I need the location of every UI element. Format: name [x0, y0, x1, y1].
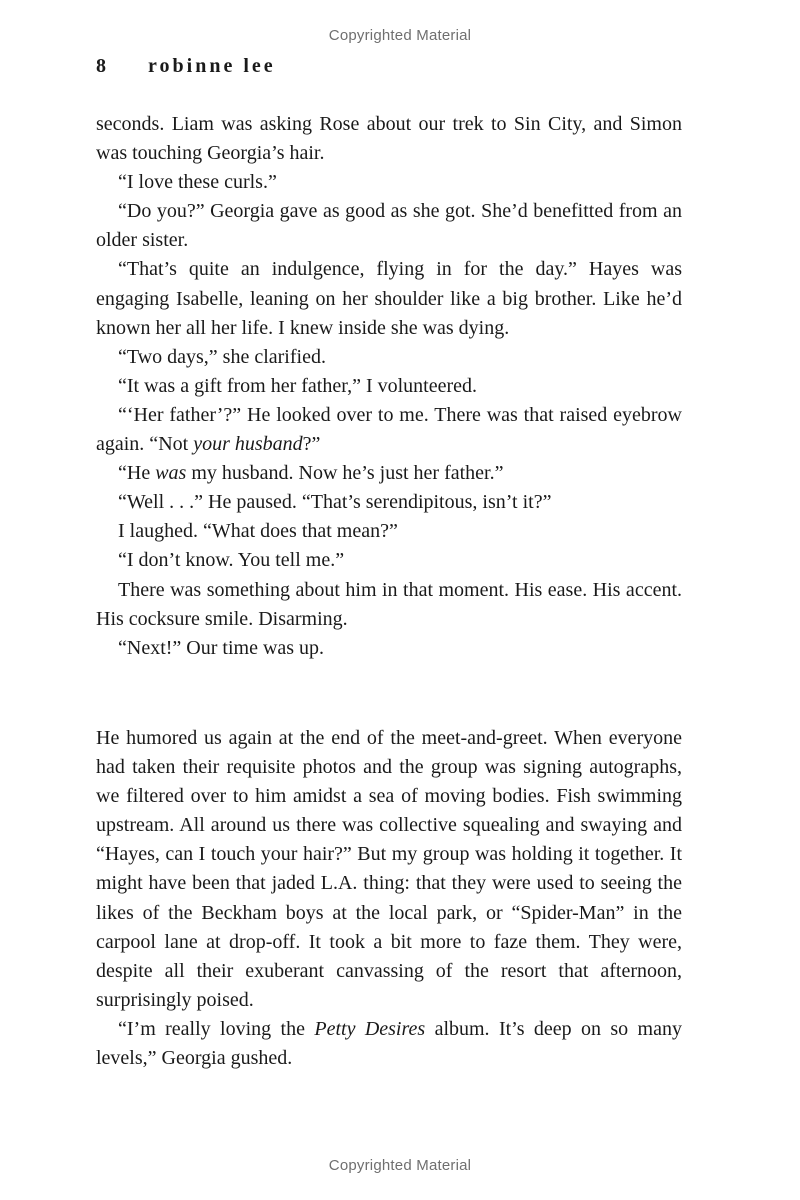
text-run: “‘Her father’?” He looked over to me. There was that raised eyebrow again. “Not	[96, 403, 682, 456]
page-number: 8	[96, 55, 106, 77]
copyright-watermark-top: Copyrighted Material	[328, 27, 472, 44]
paragraph: He humored us again at the end of the meet-and-greet. When everyone had taken their requisite photos and the group was signing autographs, we filtered over to him amidst a sea of moving bodies. Fish swimming upstream. All around us there was collective squealing and swaying and “Hayes, can I touch your hair?” But my group was holding it together. It might have been that jaded L.A. thing: that they were used to seeing the likes of the Beckham boys at the local park, or “Spider-Man” in the carpool lane at drop-off. It took a bit more to faze them. They were, despite all their exuberant canvassing of the resort that afternoon, surprisingly poised.	[96, 727, 682, 1011]
paragraph	[96, 1015, 682, 1073]
paragraph: seconds. Liam was asking Rose about our trek to Sin City, and Simon was touching Georgia’s hair.	[96, 113, 682, 165]
paragraph: “I don’t know. You tell me.”	[118, 549, 345, 572]
paragraph: “It was a gift from her father,” I volunteered.	[118, 374, 478, 397]
text-run: my husband. Now he’s just her father.”	[186, 462, 504, 485]
italic-text: was	[155, 462, 187, 485]
paragraph: “Well . . .” He paused. “That’s serendipitous, isn’t it?”	[118, 491, 552, 514]
running-head	[96, 55, 276, 78]
paragraph: “Two days,” she clarified.	[118, 345, 326, 368]
copyright-watermark-bottom: Copyrighted Material	[328, 1157, 472, 1174]
paragraph: I laughed. “What does that mean?”	[118, 520, 398, 543]
text-run: album. It’s deep on so many levels,” Georgia gushed.	[96, 1017, 682, 1070]
italic-text: Petty Desires	[314, 1017, 426, 1040]
paragraph	[96, 459, 682, 488]
author-name: robinne lee	[148, 55, 276, 77]
text-run: ?”	[302, 433, 321, 456]
text-run: “I’m really loving the	[118, 1017, 315, 1040]
paragraph: “Do you?” Georgia gave as good as she got. She’d benefitted from an older sister.	[96, 200, 682, 252]
italic-text: your husband	[193, 433, 303, 456]
paragraph: “That’s quite an indulgence, flying in for the day.” Hayes was engaging Isabelle, leaning on her shoulder like a big brother. Like he’d known her all her life. I knew inside she was dying.	[96, 258, 682, 339]
body-text-section-two	[96, 724, 682, 1073]
text-run: “He	[118, 462, 156, 485]
body-text-section-one	[96, 110, 682, 663]
paragraph: There was something about him in that moment. His ease. His accent. His cocksure smile. Disarming.	[96, 578, 682, 630]
paragraph	[96, 401, 682, 459]
paragraph: “Next!” Our time was up.	[118, 636, 325, 659]
paragraph: “I love these curls.”	[118, 171, 277, 194]
